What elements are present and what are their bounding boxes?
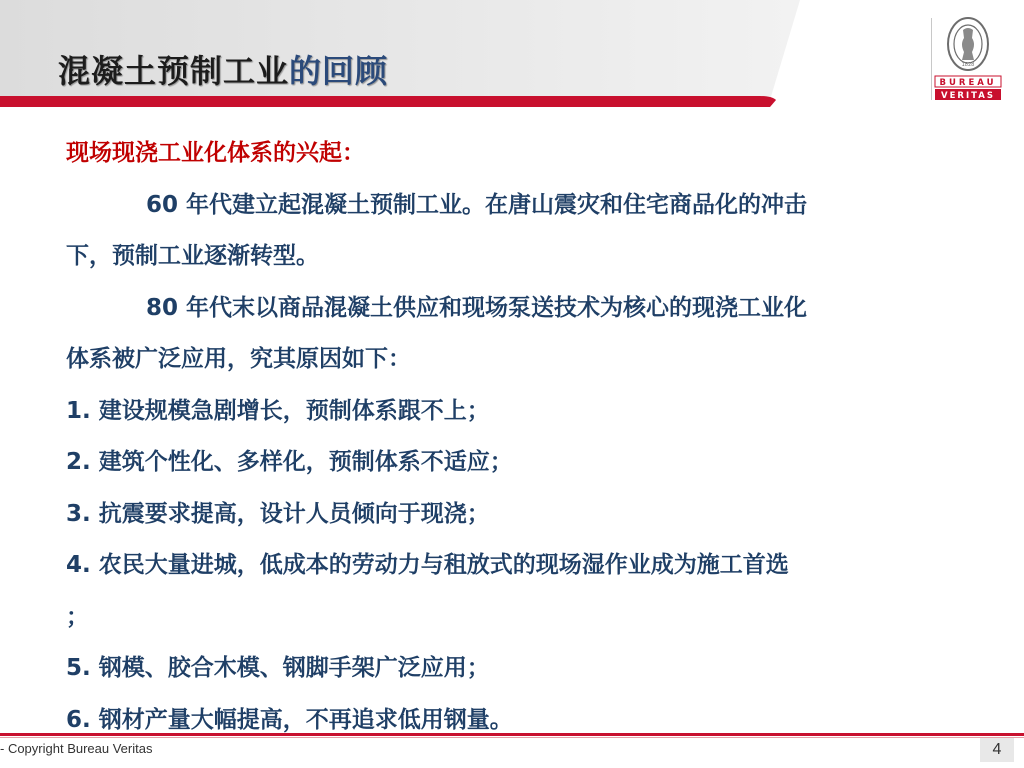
body-list-item: 2. 建筑个性化、多样化，预制体系不适应； xyxy=(66,449,513,475)
body-list-item: 6. 钢材产量大幅提高，不再追求低用钢量。 xyxy=(66,706,513,733)
slide-title-part2: 的回顾 xyxy=(289,52,389,90)
header-red-swoosh xyxy=(0,96,776,107)
copyright-text: - Copyright Bureau Veritas xyxy=(0,741,153,756)
logo-seal-year: 1828 xyxy=(961,62,975,68)
bureau-veritas-logo xyxy=(932,14,1004,104)
footer-thin-line xyxy=(0,737,1024,738)
logo-text-line1: BUREAU xyxy=(939,78,997,88)
body-list-item: 1. 建设规模急剧增长，预制体系跟不上； xyxy=(66,397,490,424)
body-list-item: 3. 抗震要求提高，设计人员倾向于现浇； xyxy=(66,500,490,527)
body-paragraph-line: 体系被广泛应用，究其原因如下： xyxy=(66,346,411,372)
slide-title-part1: 混凝土预制工业 xyxy=(58,52,290,90)
logo-seal-figure xyxy=(962,28,974,60)
slide-body xyxy=(66,128,966,746)
logo-text-line2: VERITAS xyxy=(941,91,995,101)
body-list-item-continuation: ； xyxy=(66,603,89,630)
body-heading: 现场现浇工业化体系的兴起： xyxy=(66,140,365,166)
slide-title xyxy=(58,46,388,92)
body-list-item: 5. 钢模、胶合木模、钢脚手架广泛应用； xyxy=(66,655,490,681)
body-paragraph-line: 80 年代末以商品混凝土供应和现场泵送技术为核心的现浇工业化 xyxy=(146,294,808,321)
page-number: 4 xyxy=(980,738,1014,762)
footer-red-line xyxy=(0,733,1024,736)
body-paragraph-line: 下，预制工业逐渐转型。 xyxy=(66,243,319,269)
body-paragraph-line: 60 年代建立起混凝土预制工业。在唐山震灾和住宅商品化的冲击 xyxy=(146,191,808,218)
body-list-item: 4. 农民大量进城，低成本的劳动力与租放式的现场湿作业成为施工首选 xyxy=(66,552,789,578)
